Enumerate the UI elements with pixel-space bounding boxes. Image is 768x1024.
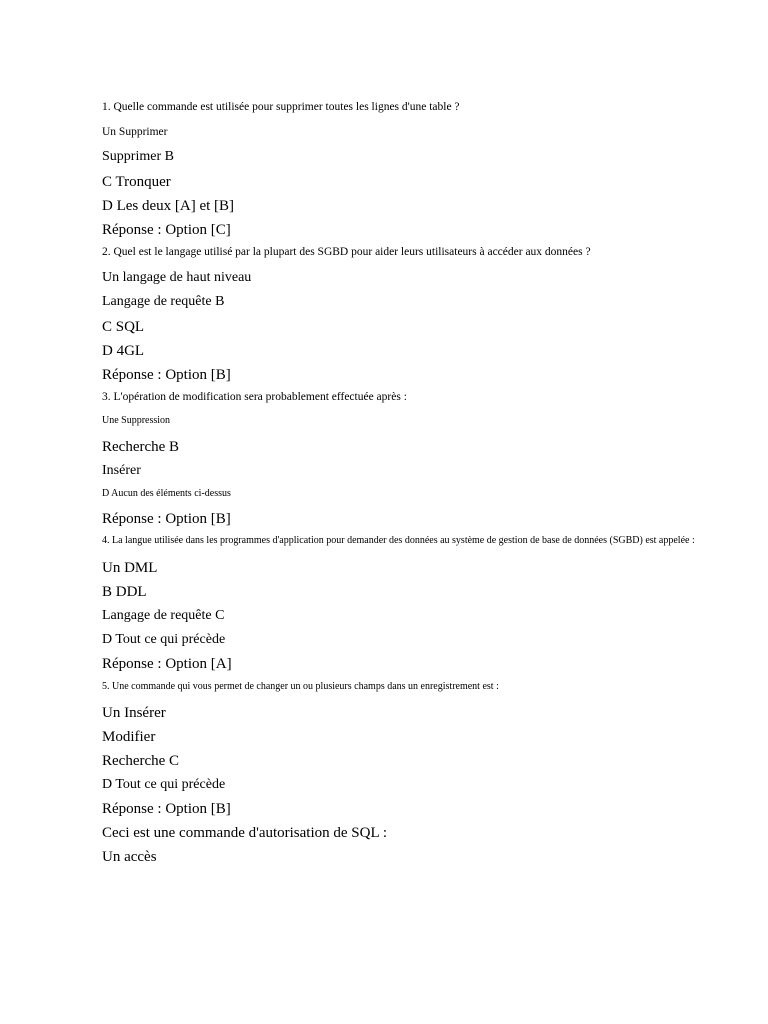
- answer: Réponse : Option [B]: [102, 511, 231, 527]
- option-b: Modifier: [102, 729, 156, 745]
- answer: Réponse : Option [B]: [102, 367, 231, 383]
- option-a: Un langage de haut niveau: [102, 270, 252, 285]
- option-d: D Aucun des éléments ci-dessus: [102, 488, 231, 499]
- question-3: 3. L'opération de modification sera probablement effectuée après :: [102, 391, 407, 403]
- option-d: D Tout ce qui précède: [102, 777, 226, 792]
- answer: Réponse : Option [B]: [102, 801, 231, 817]
- option-c: C Tronquer: [102, 174, 171, 190]
- question-4: 4. La langue utilisée dans les programmes d'application pour demander des données au système de gestion de base de données (SGBD) est appelée :: [102, 535, 695, 546]
- option-a: Un Insérer: [102, 705, 166, 721]
- option-a: Un DML: [102, 560, 158, 576]
- option-a: Une Suppression: [102, 415, 171, 426]
- question-1: 1. Quelle commande est utilisée pour supprimer toutes les lignes d'une table ?: [102, 101, 460, 113]
- option-a: Un Supprimer: [102, 126, 168, 138]
- answer: Réponse : Option [A]: [102, 656, 232, 672]
- option-c: Insérer: [102, 463, 141, 478]
- option-c: Recherche C: [102, 753, 180, 769]
- question-5: 5. Une commande qui vous permet de changer un ou plusieurs champs dans un enregistrement est :: [102, 681, 499, 692]
- question-2: 2. Quel est le langage utilisé par la plupart des SGBD pour aider leurs utilisateurs à accéder aux données ?: [102, 246, 591, 258]
- option-b: Langage de requête B: [102, 294, 225, 309]
- option-b: B DDL: [102, 584, 147, 600]
- option-d: D Les deux [A] et [B]: [102, 198, 235, 214]
- option-d: D Tout ce qui précède: [102, 632, 226, 647]
- option-a: Un accès: [102, 849, 157, 865]
- option-b: Supprimer B: [102, 149, 174, 164]
- answer: Réponse : Option [C]: [102, 222, 231, 238]
- option-c: C SQL: [102, 319, 145, 335]
- option-d: D 4GL: [102, 343, 145, 359]
- question-6: Ceci est une commande d'autorisation de SQL :: [102, 825, 387, 841]
- option-c: Langage de requête C: [102, 608, 225, 623]
- option-b: Recherche B: [102, 439, 180, 455]
